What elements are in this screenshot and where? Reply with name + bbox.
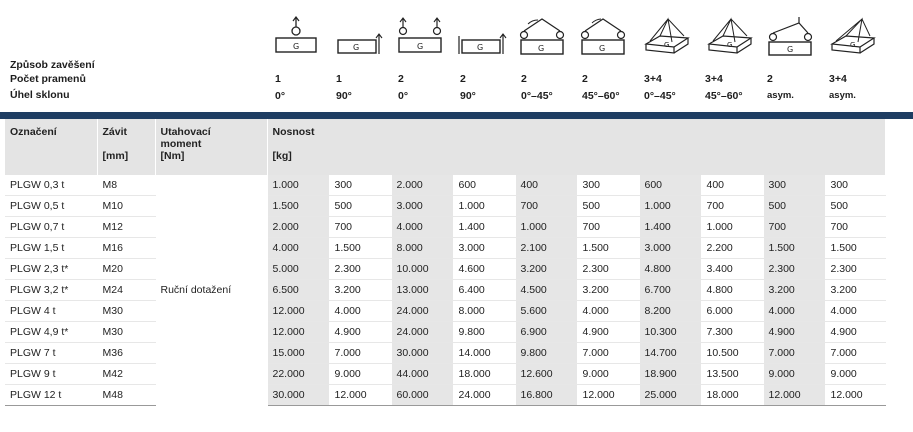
two-leg-angled-0-45-icon bbox=[518, 16, 568, 60]
col-nosnost: Nosnost [kg] bbox=[267, 119, 885, 175]
svg-text:G: G bbox=[787, 45, 794, 54]
capacity-cell: 1.400 bbox=[453, 217, 515, 238]
capacity-cell: 12.000 bbox=[329, 385, 391, 406]
angle-value: 90° bbox=[460, 90, 476, 102]
angle-value: 0° bbox=[275, 90, 286, 102]
capacity-cell: 1.500 bbox=[577, 238, 639, 259]
capacity-cell: 1.000 bbox=[453, 196, 515, 217]
capacity-cell: 9.800 bbox=[453, 322, 515, 343]
capacity-cell: 4.600 bbox=[453, 259, 515, 280]
angle-value: 90° bbox=[336, 90, 352, 102]
capacity-cell: 30.000 bbox=[267, 385, 329, 406]
product-name-cell: PLGW 12 t bbox=[5, 385, 97, 406]
angle-value: 0° bbox=[398, 90, 409, 102]
header-divider-bar bbox=[0, 112, 913, 119]
thread-cell: M8 bbox=[97, 175, 155, 196]
capacity-cell: 9.800 bbox=[515, 343, 577, 364]
table-row bbox=[5, 217, 885, 238]
capacity-cell: 4.000 bbox=[577, 301, 639, 322]
strand-value: 1 bbox=[336, 73, 342, 85]
capacity-cell: 3.200 bbox=[577, 280, 639, 301]
capacity-cell: 18.900 bbox=[639, 364, 701, 385]
angle-value: 45°–60° bbox=[705, 90, 743, 102]
capacity-cell: 300 bbox=[577, 175, 639, 196]
capacity-cell: 16.800 bbox=[515, 385, 577, 406]
capacity-cell: 6.700 bbox=[639, 280, 701, 301]
capacity-cell: 500 bbox=[825, 196, 885, 217]
table-header-row bbox=[5, 119, 885, 175]
thread-cell: M20 bbox=[97, 259, 155, 280]
thread-cell: M30 bbox=[97, 301, 155, 322]
svg-text:G: G bbox=[599, 44, 606, 53]
capacity-cell: 6.900 bbox=[515, 322, 577, 343]
strand-value: 3+4 bbox=[829, 73, 847, 85]
product-name-cell: PLGW 4,9 t* bbox=[5, 322, 97, 343]
capacity-cell: 700 bbox=[825, 217, 885, 238]
torque-cell: Ruční dotažení bbox=[155, 175, 267, 406]
capacity-cell: 9.000 bbox=[577, 364, 639, 385]
capacity-cell: 5.000 bbox=[267, 259, 329, 280]
capacity-cell: 6.000 bbox=[701, 301, 763, 322]
suspension-method-label: Způsob zavěšení bbox=[10, 59, 95, 71]
thread-cell: M48 bbox=[97, 385, 155, 406]
capacity-cell: 10.500 bbox=[701, 343, 763, 364]
angle-value: asym. bbox=[829, 90, 856, 101]
table-row bbox=[5, 280, 885, 301]
capacity-cell: 10.300 bbox=[639, 322, 701, 343]
product-name-cell: PLGW 9 t bbox=[5, 364, 97, 385]
thread-cell: M36 bbox=[97, 343, 155, 364]
product-name-cell: PLGW 3,2 t* bbox=[5, 280, 97, 301]
side-lift-icon bbox=[334, 16, 384, 60]
capacity-cell: 2.200 bbox=[701, 238, 763, 259]
capacity-cell: 1.000 bbox=[701, 217, 763, 238]
capacity-cell: 600 bbox=[639, 175, 701, 196]
strand-value: 2 bbox=[767, 73, 773, 85]
vertical-lift-icon bbox=[272, 16, 322, 60]
capacity-cell: 8.000 bbox=[391, 238, 453, 259]
strand-value: 1 bbox=[275, 73, 281, 85]
capacity-cell: 4.000 bbox=[391, 217, 453, 238]
table-row bbox=[5, 343, 885, 364]
svg-text:G: G bbox=[538, 44, 545, 53]
angle-value: asym. bbox=[767, 90, 794, 101]
capacity-cell: 700 bbox=[701, 196, 763, 217]
capacity-cell: 2.000 bbox=[267, 217, 329, 238]
capacity-cell: 6.500 bbox=[267, 280, 329, 301]
capacity-cell: 30.000 bbox=[391, 343, 453, 364]
capacity-cell: 4.900 bbox=[825, 322, 885, 343]
svg-text:G: G bbox=[850, 41, 856, 49]
capacity-cell: 13.000 bbox=[391, 280, 453, 301]
capacity-cell: 12.000 bbox=[825, 385, 885, 406]
capacity-cell: 1.500 bbox=[763, 238, 825, 259]
svg-text:G: G bbox=[417, 42, 424, 51]
capacity-cell: 24.000 bbox=[391, 322, 453, 343]
angle-label: Úhel sklonu bbox=[10, 89, 70, 101]
capacity-cell: 3.200 bbox=[763, 280, 825, 301]
capacity-cell: 1.400 bbox=[639, 217, 701, 238]
capacity-cell: 700 bbox=[577, 217, 639, 238]
capacity-cell: 12.600 bbox=[515, 364, 577, 385]
four-leg-0-45-icon bbox=[642, 16, 692, 60]
capacity-cell: 14.000 bbox=[453, 343, 515, 364]
two-leg-side-icon bbox=[457, 16, 507, 60]
svg-text:G: G bbox=[477, 43, 484, 52]
capacity-cell: 44.000 bbox=[391, 364, 453, 385]
product-name-cell: PLGW 0,7 t bbox=[5, 217, 97, 238]
capacity-cell: 500 bbox=[577, 196, 639, 217]
product-name-cell: PLGW 2,3 t* bbox=[5, 259, 97, 280]
angle-value: 0°–45° bbox=[644, 90, 676, 102]
capacity-cell: 7.000 bbox=[577, 343, 639, 364]
table-row bbox=[5, 385, 885, 406]
capacity-cell: 9.000 bbox=[329, 364, 391, 385]
col-zavit: Závit [mm] bbox=[97, 119, 155, 175]
table-row bbox=[5, 196, 885, 217]
capacity-cell: 9.000 bbox=[763, 364, 825, 385]
capacity-cell: 7.000 bbox=[763, 343, 825, 364]
capacity-cell: 4.900 bbox=[763, 322, 825, 343]
capacity-cell: 4.900 bbox=[577, 322, 639, 343]
capacity-cell: 7.000 bbox=[329, 343, 391, 364]
capacity-cell: 400 bbox=[701, 175, 763, 196]
table-row bbox=[5, 301, 885, 322]
capacity-cell: 60.000 bbox=[391, 385, 453, 406]
thread-cell: M42 bbox=[97, 364, 155, 385]
svg-text:G: G bbox=[727, 41, 733, 49]
capacity-cell: 8.000 bbox=[453, 301, 515, 322]
capacity-cell: 3.200 bbox=[825, 280, 885, 301]
capacity-cell: 600 bbox=[453, 175, 515, 196]
product-name-cell: PLGW 0,5 t bbox=[5, 196, 97, 217]
capacity-cell: 3.000 bbox=[453, 238, 515, 259]
strand-count-label: Počet pramenů bbox=[10, 73, 86, 85]
thread-cell: M16 bbox=[97, 238, 155, 259]
capacity-cell: 18.000 bbox=[453, 364, 515, 385]
capacity-cell: 24.000 bbox=[453, 385, 515, 406]
capacity-cell: 400 bbox=[515, 175, 577, 196]
capacity-cell: 3.000 bbox=[639, 238, 701, 259]
table-body bbox=[5, 175, 885, 406]
col-moment: Utahovací moment [Nm] bbox=[155, 119, 267, 175]
capacity-cell: 500 bbox=[329, 196, 391, 217]
capacity-cell: 1.000 bbox=[515, 217, 577, 238]
strand-value: 2 bbox=[460, 73, 466, 85]
load-capacity-table bbox=[5, 119, 886, 406]
capacity-cell: 10.000 bbox=[391, 259, 453, 280]
strand-value: 2 bbox=[398, 73, 404, 85]
two-leg-asym-icon bbox=[766, 16, 816, 60]
capacity-cell: 700 bbox=[329, 217, 391, 238]
thread-cell: M12 bbox=[97, 217, 155, 238]
capacity-cell: 24.000 bbox=[391, 301, 453, 322]
four-leg-45-60-icon bbox=[705, 16, 755, 60]
capacity-cell: 3.000 bbox=[391, 196, 453, 217]
product-name-cell: PLGW 4 t bbox=[5, 301, 97, 322]
capacity-cell: 300 bbox=[329, 175, 391, 196]
capacity-cell: 500 bbox=[763, 196, 825, 217]
capacity-cell: 1.000 bbox=[639, 196, 701, 217]
table-row bbox=[5, 175, 885, 196]
capacity-cell: 4.500 bbox=[515, 280, 577, 301]
capacity-cell: 4.000 bbox=[329, 301, 391, 322]
table-row bbox=[5, 259, 885, 280]
capacity-cell: 8.200 bbox=[639, 301, 701, 322]
capacity-cell: 2.300 bbox=[825, 259, 885, 280]
capacity-cell: 15.000 bbox=[267, 343, 329, 364]
product-name-cell: PLGW 0,3 t bbox=[5, 175, 97, 196]
capacity-cell: 1.500 bbox=[825, 238, 885, 259]
capacity-cell: 3.200 bbox=[515, 259, 577, 280]
capacity-cell: 700 bbox=[763, 217, 825, 238]
capacity-cell: 14.700 bbox=[639, 343, 701, 364]
capacity-cell: 7.300 bbox=[701, 322, 763, 343]
svg-text:G: G bbox=[353, 43, 360, 52]
capacity-cell: 12.000 bbox=[267, 301, 329, 322]
capacity-cell: 4.000 bbox=[267, 238, 329, 259]
table-row bbox=[5, 364, 885, 385]
capacity-cell: 1.500 bbox=[267, 196, 329, 217]
capacity-cell: 1.000 bbox=[267, 175, 329, 196]
svg-text:G: G bbox=[293, 42, 300, 51]
capacity-cell: 2.300 bbox=[763, 259, 825, 280]
capacity-cell: 4.800 bbox=[701, 280, 763, 301]
strand-value: 2 bbox=[582, 73, 588, 85]
thread-cell: M24 bbox=[97, 280, 155, 301]
capacity-cell: 2.000 bbox=[391, 175, 453, 196]
capacity-cell: 7.000 bbox=[825, 343, 885, 364]
strand-value: 3+4 bbox=[644, 73, 662, 85]
capacity-cell: 4.000 bbox=[825, 301, 885, 322]
two-leg-vertical-icon bbox=[396, 16, 446, 60]
capacity-cell: 4.000 bbox=[763, 301, 825, 322]
capacity-cell: 12.000 bbox=[267, 322, 329, 343]
svg-text:G: G bbox=[664, 41, 670, 49]
capacity-cell: 2.100 bbox=[515, 238, 577, 259]
capacity-cell: 300 bbox=[825, 175, 885, 196]
angle-value: 0°–45° bbox=[521, 90, 553, 102]
two-leg-angled-45-60-icon bbox=[579, 16, 629, 60]
capacity-cell: 13.500 bbox=[701, 364, 763, 385]
capacity-cell: 22.000 bbox=[267, 364, 329, 385]
capacity-cell: 12.000 bbox=[763, 385, 825, 406]
thread-cell: M30 bbox=[97, 322, 155, 343]
angle-value: 45°–60° bbox=[582, 90, 620, 102]
capacity-cell: 3.400 bbox=[701, 259, 763, 280]
col-oznaceni: Označení bbox=[5, 119, 97, 175]
capacity-cell: 18.000 bbox=[701, 385, 763, 406]
strand-value: 2 bbox=[521, 73, 527, 85]
capacity-cell: 4.900 bbox=[329, 322, 391, 343]
strand-value: 3+4 bbox=[705, 73, 723, 85]
product-name-cell: PLGW 7 t bbox=[5, 343, 97, 364]
product-name-cell: PLGW 1,5 t bbox=[5, 238, 97, 259]
capacity-cell: 2.300 bbox=[329, 259, 391, 280]
capacity-cell: 5.600 bbox=[515, 301, 577, 322]
three-four-leg-asym-icon bbox=[828, 16, 878, 60]
capacity-cell: 12.000 bbox=[577, 385, 639, 406]
capacity-cell: 1.500 bbox=[329, 238, 391, 259]
capacity-cell: 9.000 bbox=[825, 364, 885, 385]
thread-cell: M10 bbox=[97, 196, 155, 217]
capacity-cell: 25.000 bbox=[639, 385, 701, 406]
capacity-cell: 4.800 bbox=[639, 259, 701, 280]
capacity-cell: 2.300 bbox=[577, 259, 639, 280]
capacity-cell: 6.400 bbox=[453, 280, 515, 301]
table-row bbox=[5, 238, 885, 259]
capacity-cell: 3.200 bbox=[329, 280, 391, 301]
table-row bbox=[5, 322, 885, 343]
capacity-cell: 300 bbox=[763, 175, 825, 196]
capacity-cell: 700 bbox=[515, 196, 577, 217]
